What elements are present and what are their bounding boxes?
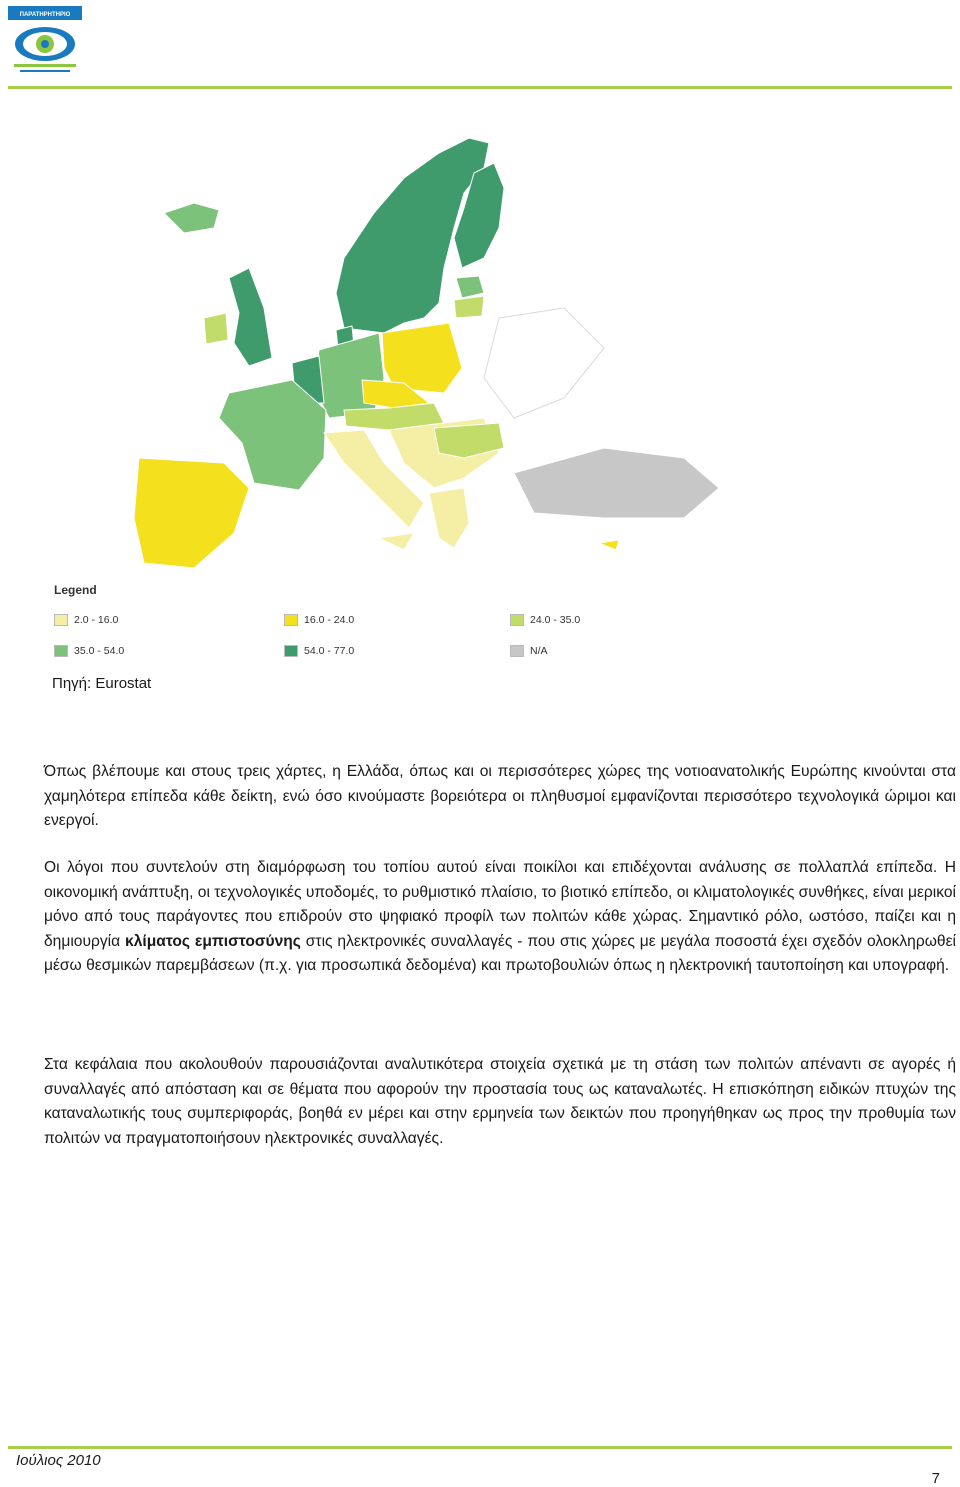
paragraph-2-text-b: στις ηλεκτρονικές συναλλαγές - που στις χώρες με μεγάλα ποσοστά έχει σχεδόν ολοκληρωθεί μέσω θεσμικών παρεμβάσεων (π.χ. για προσωπικά δεδομένα) και πρωτοβουλιών όπως η ηλεκτρονική ταυτοποίηση και υπογραφή.: [44, 932, 956, 975]
legend-item: [284, 645, 354, 657]
legend-label: N/A: [530, 645, 548, 657]
legend-label: 54.0 - 77.0: [304, 645, 355, 657]
header-divider: [8, 86, 952, 89]
logo-text: ΠΑΡΑΤΗΡΗΤΗΡΙΟ: [19, 12, 71, 18]
legend-label: 2.0 - 16.0: [74, 614, 119, 626]
legend-swatch: [54, 614, 68, 626]
legend-title: Legend: [54, 583, 97, 597]
paragraph-1: Όπως βλέπουμε και στους τρεις χάρτες, η Ελλάδα, όπως και οι περισσότερες χώρες της νοτιοανατολικής Ευρώπης κινούνται στα χαμηλότερα επίπεδα κάθε δείκτη, ενώ όσο κινούμαστε βορειότερα οι πληθυσμοί εμφανίζονται περισσότερο τεχνολογικά ώριμοι και ενεργοί.: [44, 763, 956, 830]
observatory-logo: [8, 6, 82, 76]
footer-date: Ιούλιος 2010: [16, 1452, 101, 1469]
page-number: 7: [931, 1470, 940, 1487]
legend-label: 24.0 - 35.0: [530, 614, 581, 626]
paragraph-2: [44, 856, 956, 979]
legend-swatch: [510, 645, 524, 657]
legend-swatch: [54, 645, 68, 657]
legend-item: [284, 614, 354, 626]
footer-divider: [8, 1446, 952, 1449]
paragraph-3: Στα κεφάλαια που ακολουθούν παρουσιάζονται αναλυτικότερα στοιχεία σχετικά με τη στάση των πολιτών απέναντι σε αγορές ή συναλλαγές από απόσταση και σε θέματα που αφορούν την προστασία τους ως καταναλωτές. Η επισκόπηση ειδικών πτυχών της καταναλωτικής τους συμπεριφοράς, βοηθά εν μέρει και στην ερμηνεία των δεικτών που προηγήθηκαν ως προς την προθυμία των πολιτών να πραγματοποιήσουν ηλεκτρονικές συναλλαγές.: [44, 1056, 956, 1147]
legend-item: [54, 645, 124, 657]
europe-map: [44, 118, 724, 663]
legend-swatch: [284, 645, 298, 657]
legend-item: [510, 645, 548, 657]
legend-swatch: [510, 614, 524, 626]
legend-item: [510, 614, 580, 626]
legend-label: 16.0 - 24.0: [304, 614, 355, 626]
legend-item: [54, 614, 118, 626]
legend-label: 35.0 - 54.0: [74, 645, 125, 657]
europe-map-graphic: [44, 118, 724, 573]
paragraph-2-emphasis: κλίματος εμπιστοσύνης: [125, 932, 301, 950]
source-caption: Πηγή: Eurostat: [52, 675, 152, 692]
paragraph-2-text-a: Οι λόγοι που συντελούν στη διαμόρφωση του τοπίου αυτού είναι ποικίλοι και επιδέχονται ανάλυσης σε πολλαπλά επίπεδα. Η οικονομική ανάπτυξη, οι τεχνολογικές υποδομές, το ρυθμιστικό πλαίσιο, το βιοτικό επίπεδο, οι κλιματολογικές συνθήκες, είναι μερικοί μόνο από τους παράγοντες που επιδρούν στο ψηφιακό προφίλ των πολιτών κάθε χώρας. Σημαντικό ρόλο, ωστόσο, παίζει και η δημιουργία: [44, 859, 956, 950]
legend-swatch: [284, 614, 298, 626]
